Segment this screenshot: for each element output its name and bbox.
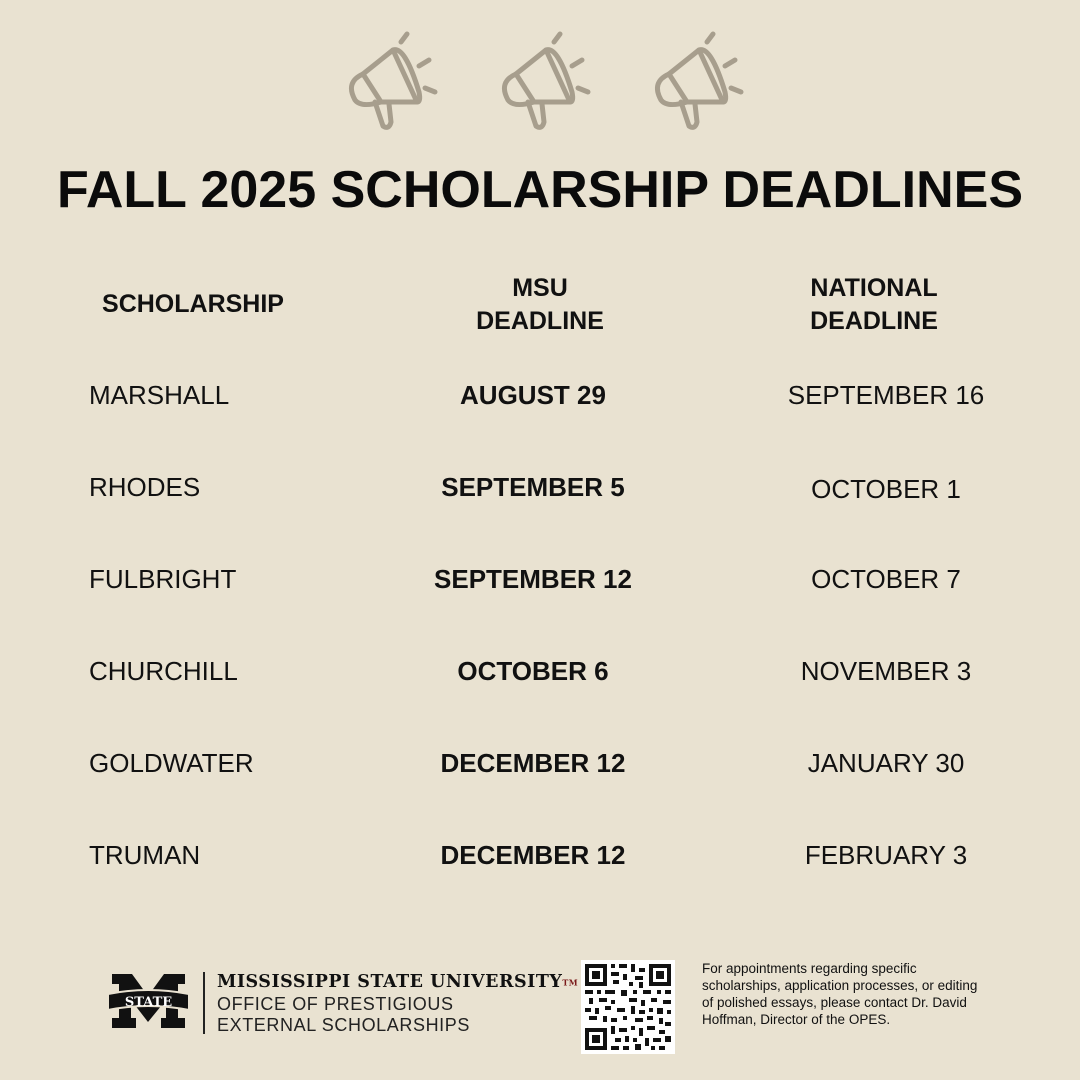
logo-text: STATE	[124, 995, 173, 1010]
scholarship-name: MARSHALL	[89, 380, 230, 410]
footer-divider	[203, 972, 205, 1034]
megaphone-icon	[641, 30, 751, 135]
header-msu-line2: DEADLINE	[476, 307, 604, 335]
scholarship-name: RHODES	[89, 472, 201, 502]
scholarship-name: TRUMAN	[89, 840, 201, 870]
msu-deadline: DECEMBER 12	[440, 748, 626, 778]
megaphone-row	[0, 30, 1080, 140]
national-deadline: NOVEMBER 3	[800, 656, 972, 686]
msu-deadline: AUGUST 29	[460, 380, 606, 410]
megaphone-icon	[335, 30, 445, 135]
qr-code[interactable]	[581, 960, 675, 1054]
university-name-text: MISSISSIPPI STATE UNIVERSITY	[217, 972, 563, 992]
header-national-line1: NATIONAL	[810, 274, 938, 302]
scholarship-name: FULBRIGHT	[89, 564, 237, 594]
national-deadline: FEBRUARY 3	[804, 840, 968, 870]
scholarship-name: GOLDWATER	[89, 748, 254, 778]
scholarship-name: CHURCHILL	[89, 656, 238, 686]
msu-deadline: SEPTEMBER 12	[434, 564, 632, 594]
msu-deadline: DECEMBER 12	[440, 840, 626, 870]
office-line-1: OFFICE OF PRESTIGIOUS	[217, 994, 454, 1014]
megaphone-icon	[488, 30, 598, 135]
page-title: FALL 2025 SCHOLARSHIP DEADLINES	[56, 161, 1024, 219]
header-msu-line1: MSU	[512, 274, 568, 302]
university-name	[217, 972, 578, 992]
national-deadline: JANUARY 30	[807, 748, 965, 778]
header-scholarship	[93, 288, 293, 321]
national-deadline: OCTOBER 1	[811, 474, 961, 504]
msu-deadline: OCTOBER 6	[457, 656, 609, 686]
trademark-mark: TM	[562, 977, 579, 988]
office-line-2: EXTERNAL SCHOLARSHIPS	[217, 1015, 470, 1035]
msu-deadline: SEPTEMBER 5	[441, 472, 625, 502]
header-national-deadline	[774, 272, 974, 338]
national-deadline: OCTOBER 7	[811, 564, 961, 594]
header-national-line2: DEADLINE	[810, 307, 938, 335]
header-msu-deadline	[440, 272, 640, 338]
national-deadline: SEPTEMBER 16	[787, 380, 985, 410]
header-scholarship-label: SCHOLARSHIP	[102, 290, 284, 318]
msu-logo	[106, 970, 191, 1032]
contact-note: For appointments regarding specific scholarships, application processes, or editing of polished essays, please contact Dr. David Hoffman, Director of the OPES.	[702, 961, 978, 1027]
